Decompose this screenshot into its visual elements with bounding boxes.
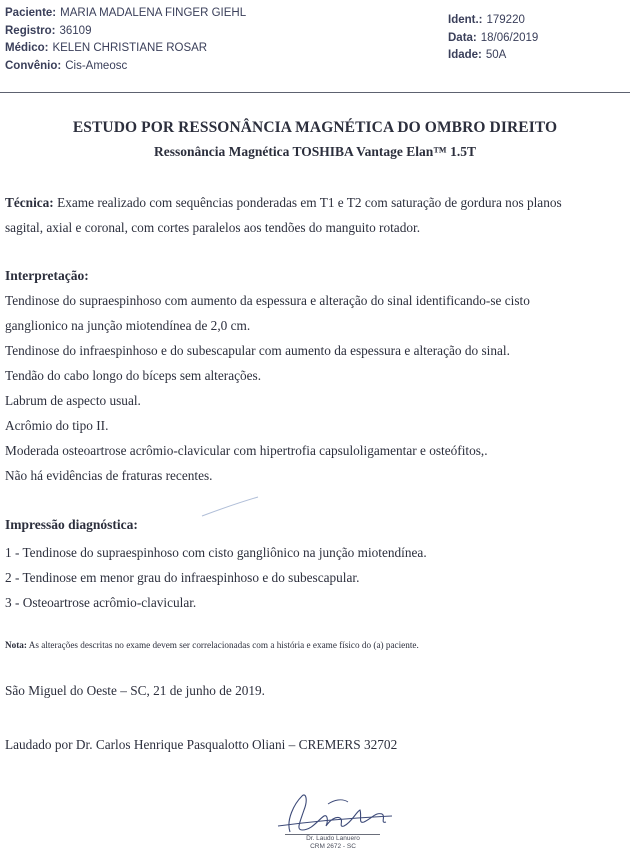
interpretacao-line: Labrum de aspecto usual. (5, 393, 141, 408)
signature-crm: CRM 2672 - SC (310, 843, 356, 850)
local-data: São Miguel do Oeste – SC, 21 de junho de 2019. (5, 683, 266, 698)
header-divider (0, 92, 630, 93)
paciente-label: Paciente: (5, 7, 57, 19)
interpretacao-heading: Interpretação: (5, 268, 89, 283)
tecnica-label: Técnica: (5, 195, 54, 210)
tecnica-text-1: Exame realizado com sequências ponderadas em T1 e T2 com saturação de gordura nos planos (53, 195, 562, 210)
interpretacao-line: Tendinose do infraespinhoso e do subescapular com aumento da espessura e alteração do sinal. (5, 343, 510, 358)
tecnica-text-2: sagital, axial e coronal, com cortes paralelos aos tendões do manguito rotador. (5, 220, 421, 235)
report-subtitle: Ressonância Magnética TOSHIBA Vantage Elan™ 1.5T (153, 144, 477, 159)
registro-value: 36109 (59, 24, 92, 37)
report-title: ESTUDO POR RESSONÂNCIA MAGNÉTICA DO OMBRO DIREITO (72, 119, 558, 136)
idade-label: Idade: (448, 49, 482, 61)
impressao-line: 1 - Tendinose do supraespinhoso com cisto gangliônico na junção miotendínea. (5, 545, 427, 560)
exam-info (448, 12, 538, 65)
data-value: 18/06/2019 (480, 31, 539, 44)
medico-value: KELEN CHRISTIANE ROSAR (52, 42, 208, 54)
paciente-value: MARIA MADALENA FINGER GIEHL (60, 7, 247, 19)
signature-name: Dr. Laudo Lanuero (306, 835, 360, 842)
registro-label: Registro: (5, 24, 56, 37)
impressao-line: 3 - Osteoartrose acrômio-clavicular. (5, 595, 197, 610)
pen-stroke-mark (200, 494, 260, 520)
impressao-list (5, 540, 627, 615)
interpretacao-list (5, 288, 627, 488)
interpretacao-line: Acrômio do tipo II. (5, 418, 109, 433)
medico-label: Médico: (5, 42, 49, 54)
impressao-line: 2 - Tendinose em menor grau do infraespinhoso e do subescapular. (5, 570, 360, 585)
idade-value: 50A (485, 49, 507, 61)
interpretacao-line: Não há evidências de fraturas recentes. (5, 468, 213, 483)
ident-value: 179220 (486, 14, 525, 26)
interpretacao-line: Tendinose do supraespinhoso com aumento da espessura e alteração do sinal identificando-se cisto (5, 293, 530, 308)
laudado-por: Laudado por Dr. Carlos Henrique Pasqualotto Oliani – CREMERS 32702 (5, 737, 398, 752)
convenio-label: Convênio: (5, 59, 62, 72)
nota-text: As alterações descritas no exame devem ser correlacionadas com a história e exame físico do (a) paciente. (26, 640, 419, 650)
convenio-value: Cis-Ameosc (65, 59, 128, 72)
data-label: Data: (448, 31, 477, 44)
interpretacao-line: Tendão do cabo longo do bíceps sem alterações. (5, 368, 262, 383)
tecnica-section (5, 190, 627, 240)
interpretacao-line: ganglionico na junção miotendínea de 2,0 cm. (5, 318, 251, 333)
patient-info (5, 5, 246, 75)
ident-label: Ident.: (448, 14, 483, 26)
interpretacao-line: Moderada osteoartrose acrômio-clavicular com hipertrofia capsuloligamentar e osteófitos,. (5, 443, 488, 458)
nota-label: Nota: (5, 640, 27, 650)
impressao-heading: Impressão diagnóstica: (5, 517, 138, 532)
nota (5, 640, 419, 650)
